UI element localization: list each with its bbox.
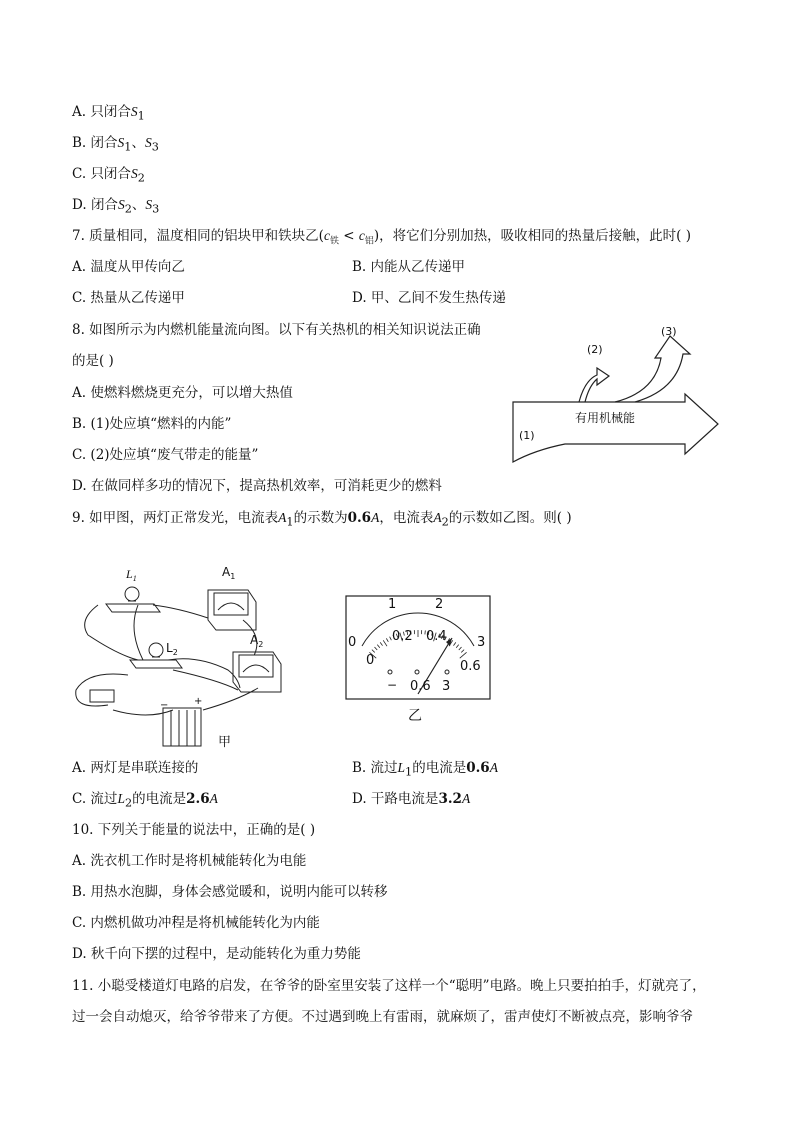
dial-ticks [369, 630, 466, 658]
q8-option-a: A. 使燃料燃烧更充分，可以增大热值 [72, 385, 293, 401]
q9-option-b: B. 流过$L_1$的电流是0.6A [352, 760, 498, 779]
q7-option-b: B. 内能从乙传递甲 [352, 259, 466, 275]
q10-option-d: D. 秋千向下摆的过程中，是动能转化为重力势能 [72, 946, 361, 962]
terminal-06: 0.6 [410, 679, 431, 694]
q10-option-b: B. 用热水泡脚，身体会感觉暖和，说明内能可以转移 [72, 884, 388, 900]
dial-tick [377, 645, 380, 648]
q11-line2: 过一会自动熄灭，给爷爷带来了方便。不过遇到晚上有雷雨，就麻烦了，雷声使灯不断被点亮，影响爷爷 [72, 1009, 693, 1025]
q9-option-a: A. 两灯是串联连接的 [72, 760, 199, 776]
dial-tick [453, 642, 455, 645]
main-flow-arrow [513, 394, 718, 462]
wire [153, 605, 208, 618]
q6-option-b: B. 闭合$S_1$、$S_3$ [72, 135, 159, 154]
q9-stem: 9. 如甲图，两灯正常发光，电流表$A_1$的示数为0.6A，电流表$A_2$的示数如乙图。则( ) [72, 510, 572, 529]
dial-tick [375, 647, 378, 650]
dial-tick [383, 640, 387, 646]
dial-scale-arc [362, 613, 474, 646]
q10-option-c: C. 内燃机做功冲程是将机械能转化为内能 [72, 915, 320, 931]
q9-option-c: C. 流过$L_2$的电流是2.6A [72, 791, 218, 810]
label-2: (2) [587, 343, 603, 356]
q6-option-a: A. 只闭合$S_1$ [72, 104, 145, 123]
dial-tick [460, 652, 467, 658]
q8-option-c: C. (2)处应填“废气带走的能量” [72, 447, 259, 463]
caption-jia: 甲 [218, 735, 232, 750]
q7-option-a: A. 温度从甲传向乙 [72, 259, 185, 275]
q6-option-c: C. 只闭合$S_2$ [72, 166, 145, 185]
branch-arrow-2 [579, 368, 609, 402]
lamp-base-l1 [106, 604, 160, 612]
q7-stem: 7. 质量相同，温度相同的铝块甲和铁块乙$(c_铁 < c_铝)$，将它们分别加热，吸收相同的热量后接触，此时( ) [72, 228, 691, 247]
terminal-3-dot [445, 670, 449, 674]
q7-option-d: D. 甲、乙间不发生热传递 [352, 290, 506, 306]
terminal-06-dot [415, 670, 419, 674]
terminal-minus-dot [388, 670, 392, 674]
q8-stem-line1: 8. 如图所示为内燃机能量流向图。以下有关热机的相关知识说法正确 [72, 322, 481, 338]
bulb-l1 [125, 587, 139, 601]
q8-option-b: B. (1)处应填“燃料的内能” [72, 416, 232, 432]
wire [134, 605, 143, 660]
label-a1: $A_1$ [222, 565, 236, 581]
q9-option-d: D. 干路电流是3.2A [352, 791, 471, 807]
q11-line1: 11. 小聪受楼道灯电路的启发，在爷爷的卧室里安装了这样一个“聪明”电路。晚上只要拍拍手，灯就亮了， [72, 978, 706, 994]
dial-tick [461, 650, 464, 653]
terminal-minus: − [387, 678, 398, 692]
bulb-l2 [149, 643, 163, 657]
dial-tick [380, 642, 382, 645]
inner-06: 0.6 [460, 659, 481, 674]
switch [90, 690, 114, 702]
useful-energy-label: 有用机械能 [575, 411, 636, 425]
label-1: (1) [519, 429, 535, 442]
caption-yi: 乙 [408, 708, 422, 724]
outer-3: 3 [477, 635, 486, 650]
inner-02: 0.2 [392, 629, 413, 644]
lamp-base-l2 [130, 660, 182, 668]
battery-plus: + [194, 696, 203, 707]
wire [203, 688, 258, 710]
q6-option-d: D. 闭合$S_2$、$S_3$ [72, 197, 160, 216]
q7-option-c: C. 热量从乙传递甲 [72, 290, 185, 306]
inner-0: 0 [366, 653, 375, 668]
inner-04: 0.4 [426, 629, 447, 644]
label-3: (3) [661, 325, 677, 338]
branch-arrow-3 [615, 336, 690, 402]
battery-minus: − [160, 700, 169, 711]
q10-stem: 10. 下列关于能量的说法中，正确的是( ) [72, 822, 316, 838]
terminal-3: 3 [442, 679, 451, 694]
ammeter-dial-figure [344, 594, 494, 724]
q10-option-a: A. 洗衣机工作时是将机械能转化为电能 [72, 853, 307, 869]
dial-tick [386, 638, 388, 641]
dial-tick [459, 647, 462, 650]
dial-tick [456, 645, 459, 648]
label-a2: $A_2$ [250, 633, 264, 649]
dial-tick [372, 650, 375, 653]
q8-stem-line2: 的是( ) [72, 353, 114, 369]
circuit-figure [68, 560, 288, 755]
label-l2: $L_2$ [166, 641, 178, 657]
energy-flow-diagram [505, 320, 730, 470]
wire [85, 605, 138, 660]
outer-1: 1 [388, 597, 397, 612]
wire [173, 670, 238, 690]
outer-0: 0 [348, 635, 357, 650]
q8-option-d: D. 在做同样多功的情况下，提高热机效率，可消耗更少的燃料 [72, 478, 442, 494]
outer-2: 2 [435, 597, 444, 612]
label-l1: $L_1$ [126, 567, 137, 583]
